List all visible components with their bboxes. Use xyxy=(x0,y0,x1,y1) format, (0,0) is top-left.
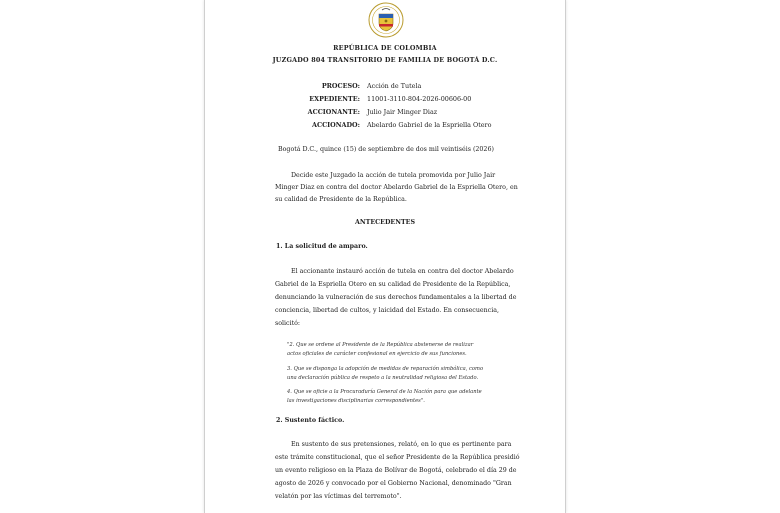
meta-value: Abelardo Gabriel de la Espriella Otero xyxy=(367,121,492,129)
document-page xyxy=(204,0,566,513)
meta-proceso xyxy=(205,82,565,92)
meta-expediente xyxy=(205,95,565,105)
quote-line: 4. Que se oficie a la Procuraduría General de la Nación para que adelante xyxy=(287,389,482,395)
quote-line: actos oficiales de carácter confesional en ejercicio de sus funciones. xyxy=(287,351,467,357)
body-line: solicitó: xyxy=(275,320,301,327)
coat-of-arms-icon xyxy=(368,2,404,38)
body-line: denunciando la vulneración de sus derechos fundamentales a la libertad de xyxy=(275,294,517,301)
body-line: conciencia, libertad de cultos, y laicidad del Estado. En consecuencia, xyxy=(275,307,499,314)
intro-line: Decide este Juzgado la acción de tutela promovida por Julio Jair xyxy=(291,172,496,179)
header-court: JUZGADO 804 TRANSITORIO DE FAMILIA DE BOGOTÁ D.C. xyxy=(272,56,498,64)
quote-line: 3. Que se disponga la adopción de medidas de reparación simbólica, como xyxy=(287,366,484,372)
body-line: velatón por las víctimas del terremoto". xyxy=(275,493,402,500)
meta-label: ACCIONADO: xyxy=(312,121,360,129)
quote-line: las investigaciones disciplinarias correspondientes". xyxy=(287,398,425,404)
meta-value: Acción de Tutela xyxy=(367,82,422,90)
subsection-title: 1. La solicitud de amparo. xyxy=(276,243,368,250)
meta-accionante xyxy=(205,108,565,118)
meta-label: PROCESO: xyxy=(321,82,360,90)
body-line: un evento religioso en la Plaza de Bolívar de Bogotá, celebrado el día 29 de xyxy=(275,467,517,474)
meta-label: EXPEDIENTE: xyxy=(309,95,360,103)
intro-line: su calidad de Presidente de la República. xyxy=(275,196,407,203)
intro-line: Minger Diaz en contra del doctor Abelardo Gabriel de la Espriella Otero, en xyxy=(275,184,518,191)
date-line: Bogotá D.C., quince (15) de septiembre de dos mil veintiséis (2026) xyxy=(278,146,494,153)
body-line: El accionante instauró acción de tutela en contra del doctor Abelardo xyxy=(291,268,514,275)
quote-line: una declaración pública de respeto a la neutralidad religiosa del Estado. xyxy=(287,375,479,381)
meta-label: ACCIONANTE: xyxy=(307,108,360,116)
meta-accionado xyxy=(205,121,565,131)
header-republic: REPÚBLICA DE COLOMBIA xyxy=(333,44,437,52)
meta-value: 11001-3110-804-2026-00606-00 xyxy=(367,95,472,103)
subsection-title: 2. Sustento fáctico. xyxy=(276,417,345,424)
section-title: ANTECEDENTES xyxy=(355,219,415,226)
body-line: este trámite constitucional, que el señor Presidente de la República presidió xyxy=(275,454,520,461)
body-line: En sustento de sus pretensiones, relató, en lo que es pertinente para xyxy=(291,441,512,448)
body-line: agosto de 2026 y convocado por el Gobierno Nacional, denominado "Gran xyxy=(275,480,512,487)
body-line: Gabriel de la Espriella Otero en su calidad de Presidente de la República, xyxy=(275,281,511,288)
quote-line: "2. Que se ordene al Presidente de la República abstenerse de realizar xyxy=(287,342,474,348)
meta-value: Julio Jair Minger Diaz xyxy=(367,108,438,116)
